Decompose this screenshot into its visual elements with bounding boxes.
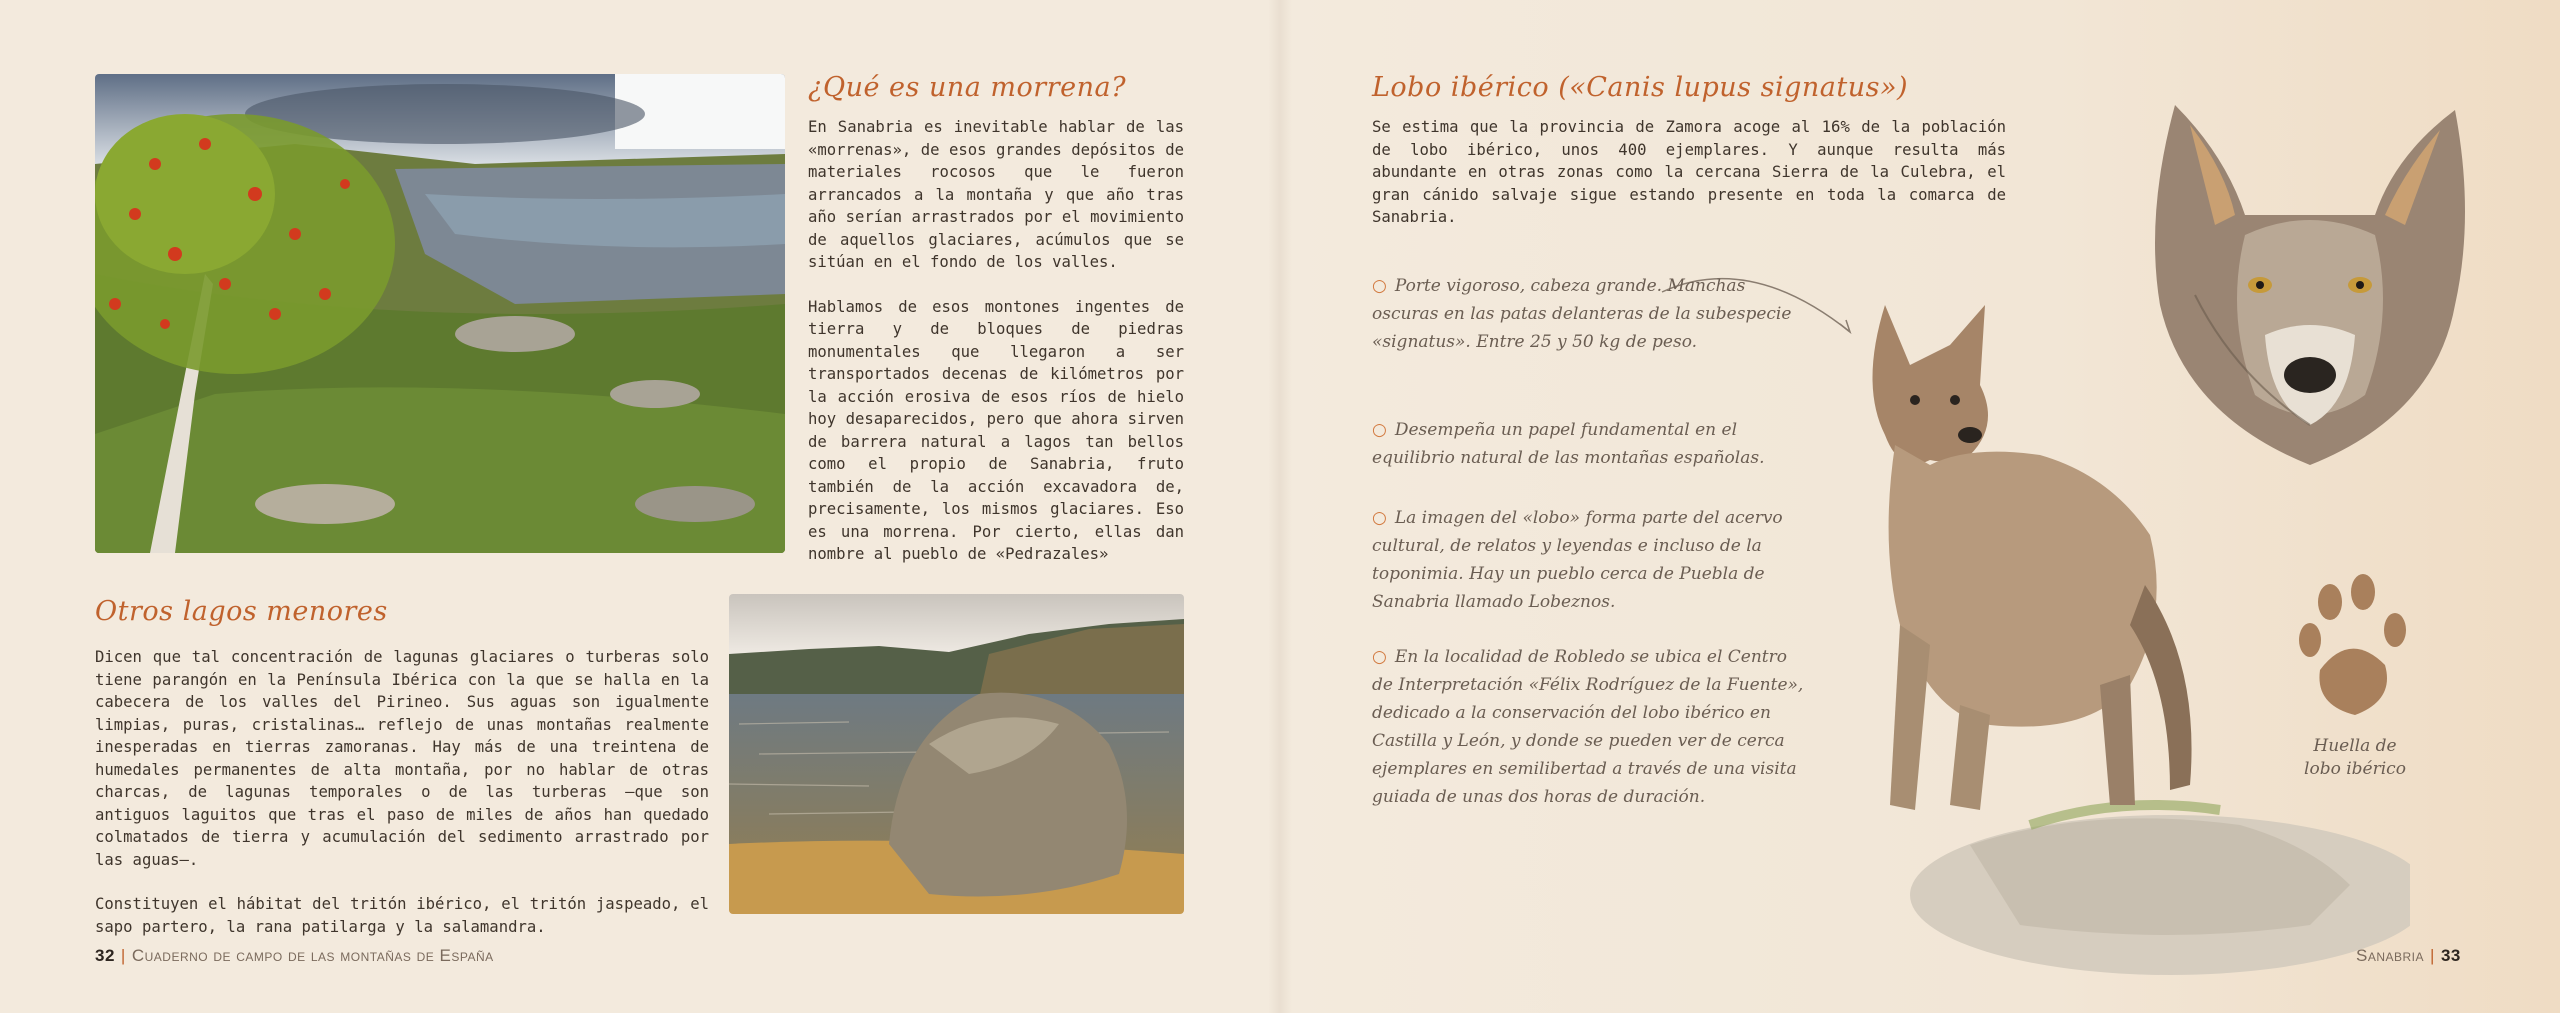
morrena-paragraph-1: En Sanabria es inevitable hablar de las «morrenas», de esos grandes depósitos de materiales rocosos que le fueron arrancados a la montaña y que año tras año serían arrastrados por el movimiento de aquellos glaciares, acúmulos que se sitúan en el fondo de los valles.	[808, 118, 1184, 271]
left-footer	[95, 946, 494, 966]
lagos-paragraph-2: Constituyen el hábitat del tritón ibérico, el tritón jaspeado, el sapo partero, la rana patilarga y la salamandra.	[95, 895, 709, 936]
wolf-bullet-3: ○ La imagen del «lobo» forma parte del acervo cultural, de relatos y leyendas e incluso de la toponimia. Hay un pueblo cerca de Puebla de Sanabria llamado Lobeznos.	[1372, 508, 1783, 612]
paw-caption: Huella de lobo ibérico	[2304, 736, 2406, 779]
morrena-heading: ¿Qué es una morrena?	[808, 72, 1127, 103]
lake-boulder-photo	[729, 594, 1184, 914]
left-page-number: 32	[95, 946, 115, 965]
wolf-bullet-2: ○ Desempeña un papel fundamental en el equilibrio natural de las montañas españolas.	[1372, 420, 1765, 468]
footer-divider: |	[2430, 946, 2435, 965]
right-page-number: 33	[2440, 946, 2461, 965]
lagos-text	[95, 646, 709, 960]
right-footer	[2356, 946, 2461, 966]
book-gutter	[1268, 0, 1292, 1013]
lagos-paragraph-1: Dicen que tal concentración de lagunas glaciares o turberas solo tiene parangón en la Península Ibérica con la que se halla en la cabecera de los valles del Pirineo. Sus aguas son igualmente limpias, puras, cristalinas… reflejo de unas montañas realmente inesperadas en tierras zamoranas. Hay más de una treintena de humedales permanentes de alta montaña, por no hablar de otras charcas, de lagunas temporales o de las turberas –que son antiguos laguitos que tras el paso de miles de años han quedado colmatados de tierra y acumulación del sedimento arrastrado por las aguas–.	[95, 648, 709, 869]
lagos-heading: Otros lagos menores	[95, 596, 388, 627]
wolf-bullet-1: ○ Porte vigoroso, cabeza grande. Manchas oscuras en las patas delanteras de la subespecie «signatus». Entre 25 y 50 kg de peso.	[1372, 276, 1792, 352]
lake-landscape-photo	[95, 74, 785, 553]
footer-divider: |	[120, 946, 126, 965]
paw-print-icon	[2295, 570, 2415, 720]
chapter-title: Sanabria	[2356, 946, 2425, 965]
bullet-marker: ○	[1372, 508, 1387, 528]
book-title: Cuaderno de campo de las montañas de España	[131, 946, 494, 965]
bullet-marker: ○	[1372, 276, 1387, 296]
bullet-marker: ○	[1372, 420, 1387, 440]
wolf-intro: Se estima que la provincia de Zamora acoge al 16% de la población de lobo ibérico, unos 400 ejemplares. Y aunque resulta más abundante en otras zonas como la cercana Sierra de la Culebra, el gran cánido salvaje sigue estando presente en toda la comarca de Sanabria.	[1372, 118, 2006, 226]
morrena-text	[808, 116, 1184, 588]
wolf-bullet-4: ○ En la localidad de Robledo se ubica el Centro de Interpretación «Félix Rodríguez de la Fuente», dedicado a la conservación del lobo ibérico en Castilla y León, y donde se pueden ver de cerca ejemplares en semilibertad a través de una visita guiada de unas dos horas de duración.	[1372, 647, 1804, 807]
wolf-heading: Lobo ibérico («Canis lupus signatus»)	[1372, 72, 1909, 103]
bullet-marker: ○	[1372, 647, 1387, 667]
morrena-paragraph-2: Hablamos de esos montones ingentes de tierra y de bloques de piedras monumentales que llegaron a ser transportados decenas de kilómetros por la acción erosiva de esos ríos de hielo hoy desaparecidos, pero que ahora sirven de barrera natural a lagos tan bellos como el propio de Sanabria, fruto también de la acción excavadora de, precisamente, los mismos glaciares. Eso es una morrena. Por cierto, ellas dan nombre al pueblo de «Pedrazales»	[808, 297, 1184, 563]
